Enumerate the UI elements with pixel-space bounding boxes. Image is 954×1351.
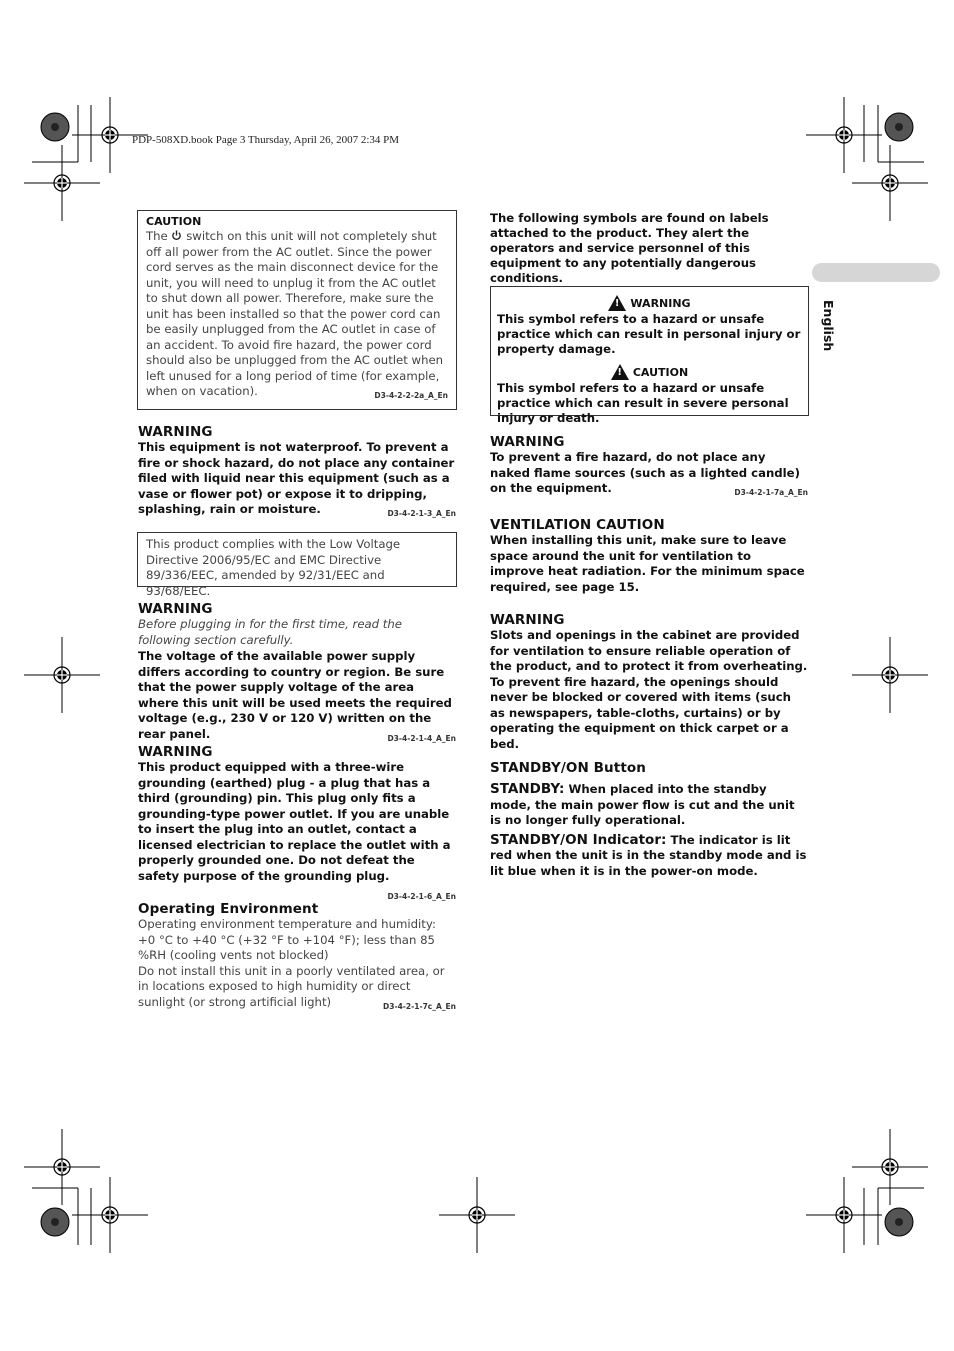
operating-code: D3-4-2-1-7c_A_En: [383, 1001, 456, 1011]
compliance-text: This product complies with the Low Voltage Directive 2006/95/EC and EMC Directive 89/336/EEC, amended by 92/31/EEC and 93/68/EEC.: [146, 537, 401, 598]
indicator-label: STANDBY/ON Indicator:: [490, 831, 667, 848]
warning-grounding-title: WARNING: [138, 744, 213, 760]
symbols-intro-text: The following symbols are found on labels attached to the product. They alert the operators and service personnel of this equipment to any potentially dangerous conditions.: [490, 211, 769, 285]
warning-slots: [490, 612, 808, 752]
compliance-box: [137, 532, 457, 598]
ventilation-caution: [490, 517, 808, 595]
ventilation-text: When installing this unit, make sure to leave space around the unit for ventilation to improve heat radiation. For the minimum space required, see page 15.: [490, 533, 805, 594]
warning-voltage-italic: Before plugging in for the first time, read the following section carefully.: [138, 617, 402, 647]
warning-flame-code: D3-4-2-1-7a_A_En: [734, 488, 808, 497]
standby-text: [490, 782, 808, 829]
warning-waterproof-body: This equipment is not waterproof. To prevent a fire or shock hazard, do not place any container filed with liquid near this equipment (such as a vase or flower pot) or expose it to dripping, splashing, rain or moisture.: [138, 440, 455, 516]
caution-text-prefix: The: [146, 229, 168, 243]
warning-triangle-icon: [608, 295, 626, 311]
warning-voltage-text: [138, 649, 456, 742]
warning-flame-body: To prevent a fire hazard, do not place any naked flame sources (such as a lighted candle) on the equipment.: [490, 450, 800, 495]
warning-flame-text: [490, 450, 808, 497]
warning-grounding: [138, 744, 456, 903]
language-tab: [812, 263, 940, 282]
ventilation-title: VENTILATION CAUTION: [490, 517, 665, 533]
operating-line1: Operating environment temperature and humidity:: [138, 917, 436, 931]
standby-label: STANDBY:: [490, 781, 565, 797]
operating-title: Operating Environment: [138, 901, 319, 917]
symbol-warning-label: WARNING: [630, 297, 691, 310]
warning-waterproof: [138, 424, 456, 522]
caution-text: [146, 229, 448, 400]
warning-slots-title: WARNING: [490, 612, 565, 628]
symbol-warning-text: This symbol refers to a hazard or unsafe practice which can result in personal injury or property damage.: [497, 312, 801, 356]
warning-flame: [490, 434, 808, 501]
caution-text-body: switch on this unit will not completely shut off all power from the AC outlet. Since the power cord serves as the main disconnect device for the unit, you will need to unplug it from the AC outlet to shut down all power. Therefore, make sure the unit has been installed so that the power cord can be easily unplugged from the AC outlet in case of an accident. To avoid fire hazard, the power cord should also be unplugged from the AC outlet when left unused for a long period of time (for example, when on vacation).: [146, 229, 444, 398]
operating-line2: +0 °C to +40 °C (+32 °F to +104 °F); less than 85 %RH (cooling vents not blocked): [138, 932, 435, 962]
caution-triangle-icon: [611, 364, 629, 380]
warning-waterproof-title: WARNING: [138, 424, 213, 440]
indicator-body: The indicator is lit red when the unit is in the standby mode and is lit blue when it is in the power-on mode.: [490, 832, 807, 878]
caution-box: [137, 210, 457, 410]
warning-waterproof-text: [138, 440, 456, 518]
warning-grounding-code: D3-4-2-1-6_A_En: [387, 892, 456, 901]
caution-code: D3-4-2-2-2a_A_En: [374, 391, 448, 400]
symbol-caution-row: [497, 361, 802, 380]
symbol-caution-text: This symbol refers to a hazard or unsafe practice which can result in severe personal injury or death.: [497, 381, 789, 425]
standby-section: [490, 760, 808, 879]
operating-line3: [138, 964, 456, 1011]
warning-voltage-body: The voltage of the available power supply differs according to country or region. Be sure that the power supply voltage of the area where this unit will be used meets the required voltage (e.g., 230 V or 120 V) written on the rear panel.: [138, 649, 452, 741]
symbols-intro: [490, 211, 808, 286]
operating-environment: [138, 901, 456, 1014]
warning-flame-title: WARNING: [490, 434, 565, 450]
warning-voltage-title: WARNING: [138, 601, 213, 617]
indicator-text: [490, 833, 808, 880]
warning-slots-text: Slots and openings in the cabinet are provided for ventilation to ensure reliable operation of the product, and to protect it from overheating. To prevent fire hazard, the openings should never be blocked or covered with items (such as newspapers, table-cloths, curtains) or by operating the equipment on thick carpet or a bed.: [490, 628, 808, 751]
symbol-warning-row: [497, 292, 802, 311]
warning-voltage-code: D3-4-2-1-4_A_En: [387, 733, 456, 743]
caution-title: CAUTION: [146, 215, 202, 228]
symbol-caution-label: CAUTION: [632, 366, 689, 379]
operating-line3-body: Do not install this unit in a poorly ventilated area, or in locations exposed to high humidity or direct sunlight (or strong artificial light): [138, 963, 445, 1009]
standby-title: STANDBY/ON Button: [490, 760, 646, 776]
language-label: English: [821, 300, 836, 352]
symbols-box: [490, 286, 809, 425]
warning-voltage: [138, 601, 456, 746]
page-header: PDP-508XD.book Page 3 Thursday, April 26, 2007 2:34 PM: [132, 134, 400, 146]
warning-waterproof-code: D3-4-2-1-3_A_En: [387, 509, 456, 518]
standby-body: When placed into the standby mode, the main power flow is cut and the unit is no longer fully operational.: [490, 782, 795, 827]
power-icon: [171, 230, 182, 241]
warning-grounding-text: This product equipped with a three-wire grounding (earthed) plug - a plug that has a third (grounding) pin. This plug only fits a grounding-type power outlet. If you are unable to insert the plug into an outlet, contact a licensed electrician to replace the outlet with a properly grounded one. Do not defeat the safety purpose of the grounding plug.: [138, 760, 451, 883]
